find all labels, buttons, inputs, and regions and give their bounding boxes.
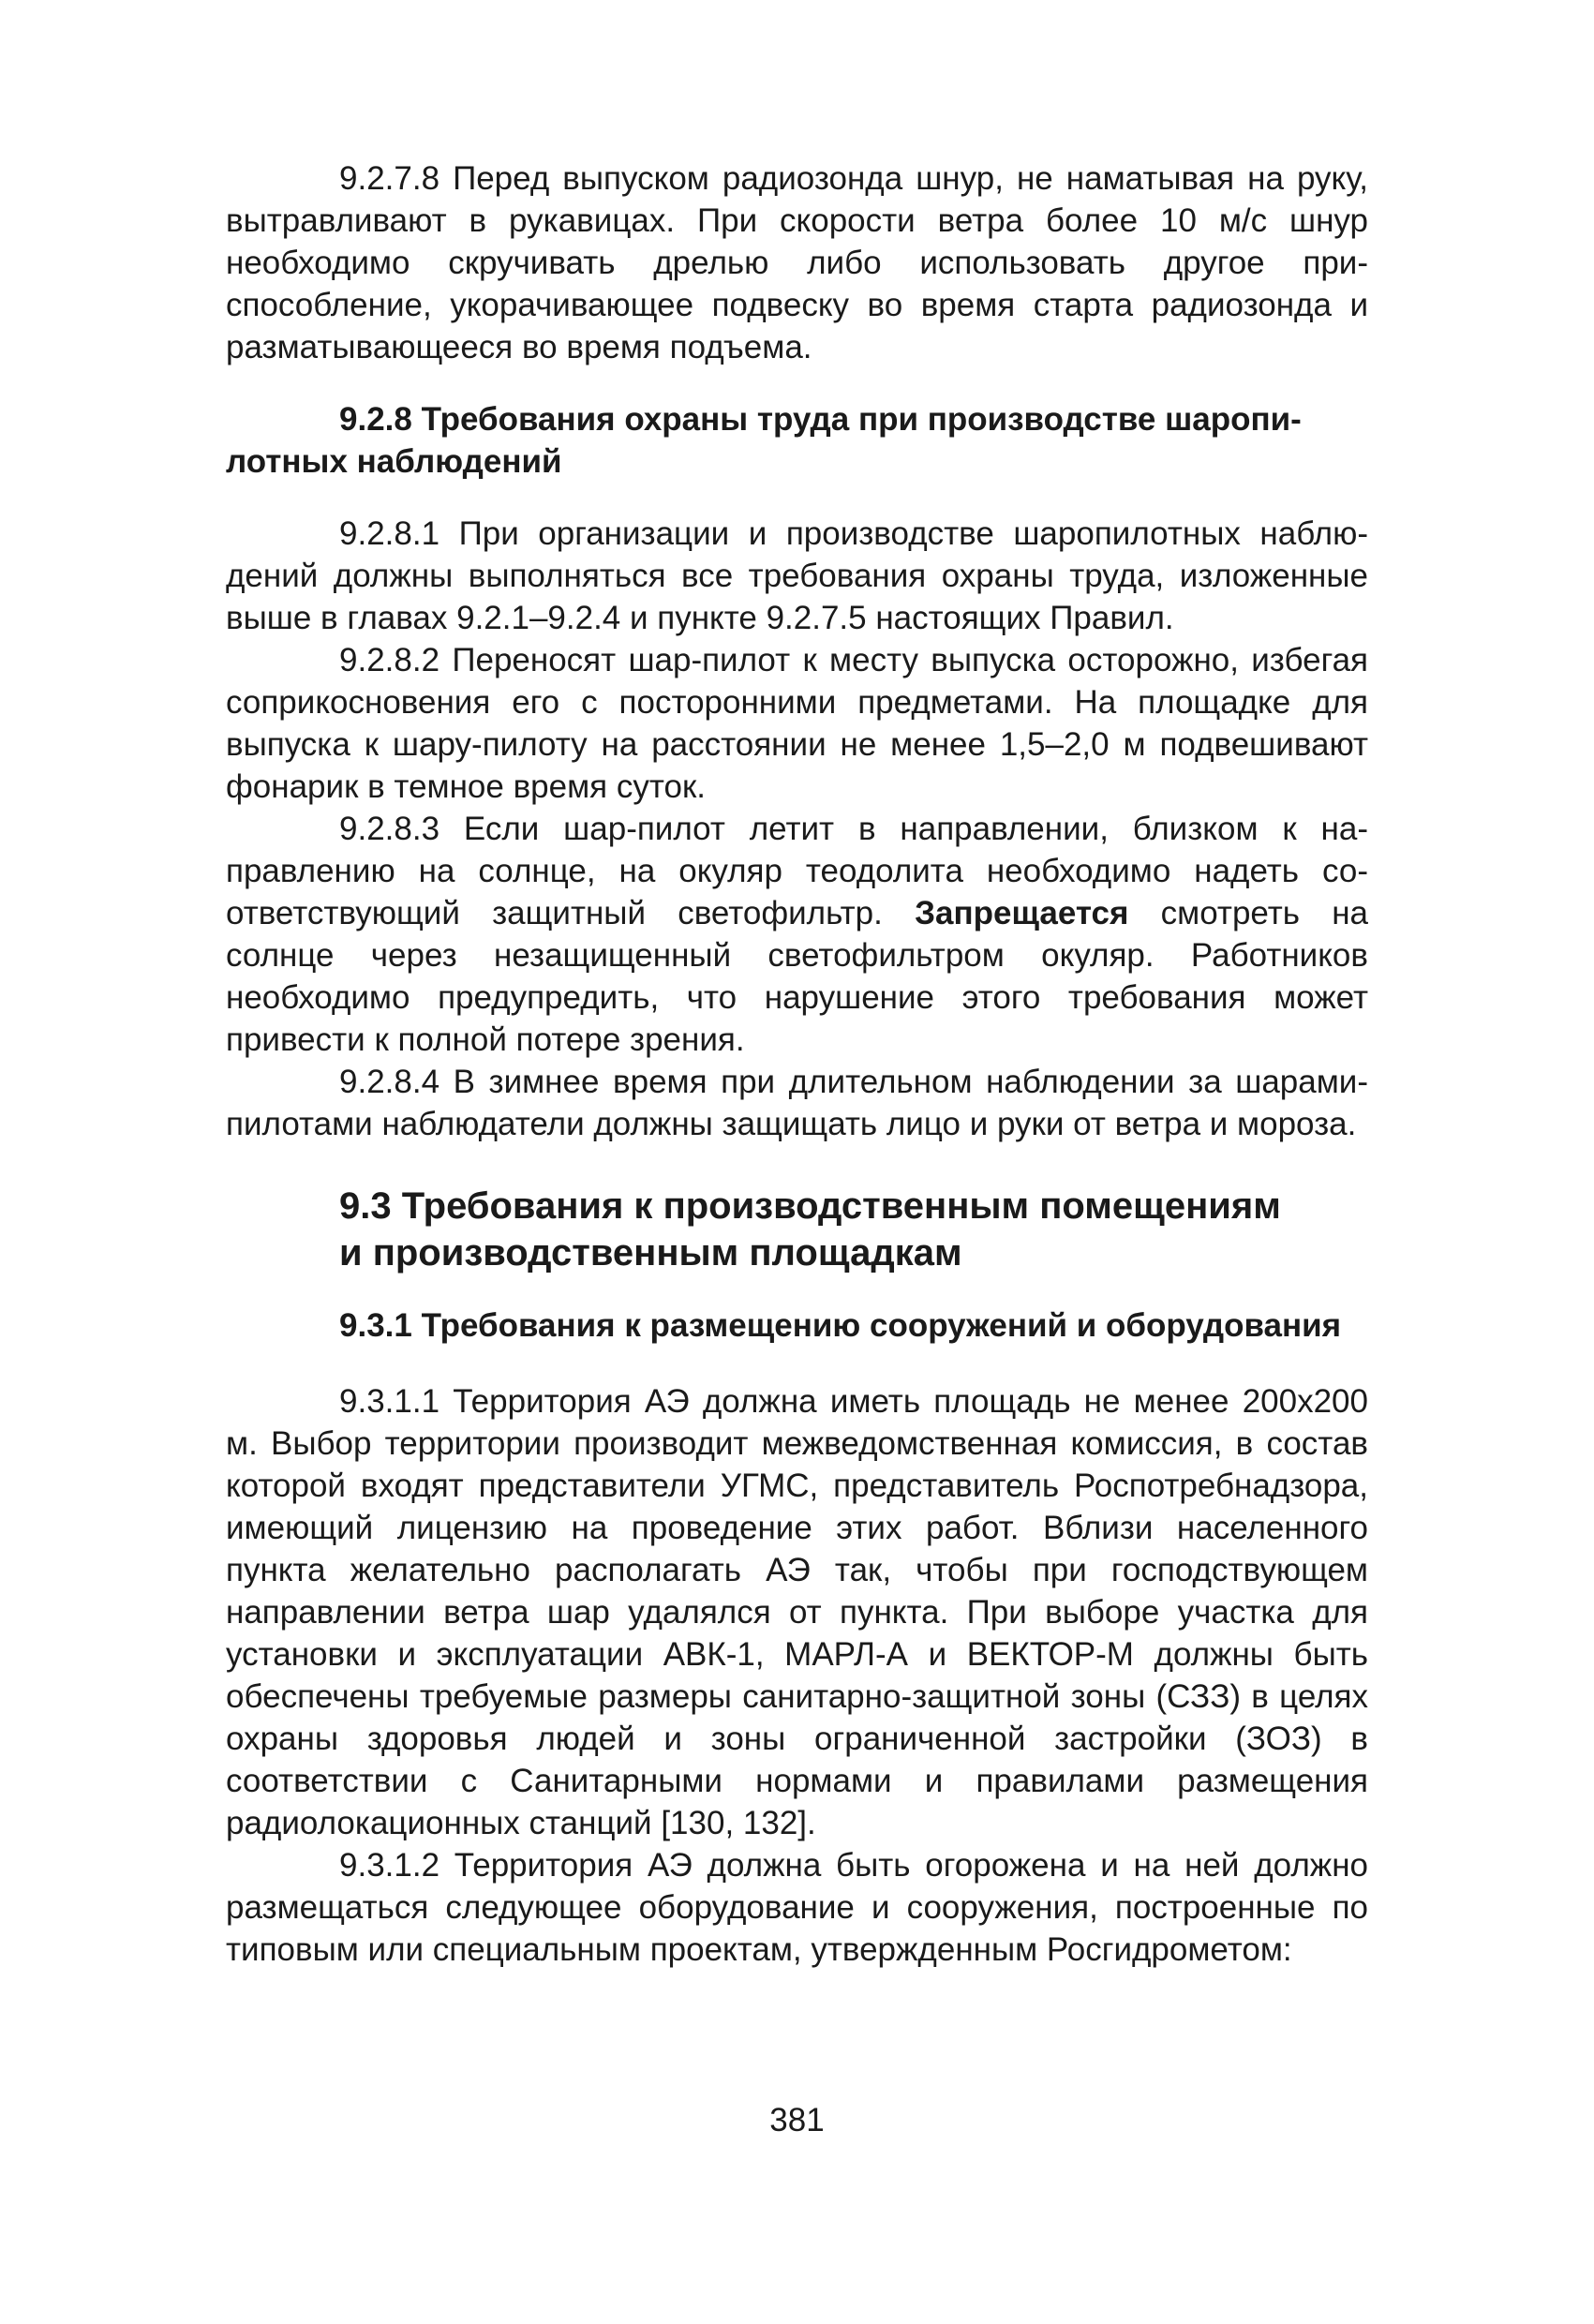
paragraph-9-3-1-2: 9.3.1.2 Территория АЭ должна быть огорожена и на ней должно размещаться следующее оборудование и сооружения, построенные по типовым или специальным проектам, утвержденным Росгидрометом: <box>226 1847 1368 1968</box>
prohibited-emphasis: Запрещается <box>915 895 1129 931</box>
paragraph-9-2-8-3-start: 9.2.8.3 Если шар-пилот летит в направлении, близком к направлению на солнце, на окуляр теодолита необходимо надеть соответствующий защитный светофильтр. <box>226 811 1368 931</box>
page-content <box>226 157 1368 1971</box>
paragraph-9-3-1-1: 9.3.1.1 Территория АЭ должна иметь площадь не менее 200х200 м. Выбор территории производит межведомственная комиссия, в состав которой входят представители УГМС, представитель Роспотребнадзора, имеющий лицензию на проведение этих работ. Вблизи населенного пункта желательно располагать АЭ так, чтобы при господствующем направлении ветра шар удалялся от пункта. При выборе участка для установки и эксплуатации АВК-1, МАРЛ-А и ВЕКТОР-М должны быть обеспечены требуемые размеры санитарно-защитной зоны (СЗЗ) в целях охраны здоровья людей и зоны ограниченной застройки (ЗОЗ) в соответствии с Санитарными нормами и правилами размещения радиолокационных станций [130, 132]. <box>226 1383 1368 1841</box>
section-heading-9-3 <box>226 1183 1368 1276</box>
paragraph-9-2-8-2: 9.2.8.2 Переносят шар-пилот к месту выпуска осторожно, избегая соприкосновения его с посторонними предметами. На площадке для выпуска к шару-пилоту на расстоянии не менее 1,5–2,0 м подвешивают фонарик в темное время суток. <box>226 642 1368 805</box>
paragraph-9-2-8-1: 9.2.8.1 При организации и производстве шаропилотных наблюдений должны выполняться все требования охраны труда, изложенные выше в главах 9.2.1–9.2.4 и пункте 9.2.7.5 настоящих Правил. <box>226 515 1368 636</box>
section-heading-9-3-line1: 9.3 Требования к производственным помещениям <box>339 1185 1281 1227</box>
heading-9-2-8: 9.2.8 Требования охраны труда при производстве шаропилотных наблюдений <box>226 401 1302 480</box>
page-number: 381 <box>769 2102 825 2138</box>
heading-9-3-1: 9.3.1 Требования к размещению сооружений и оборудования <box>339 1307 1342 1344</box>
paragraph-9-2-8-3 <box>226 808 1368 1061</box>
paragraph-9-2-8-4: 9.2.8.4 В зимнее время при длительном наблюдении за шарами-пилотами наблюдатели должны защищать лицо и руки от ветра и мороза. <box>226 1064 1368 1142</box>
section-heading-9-3-line2: и производственным площадкам <box>339 1232 962 1274</box>
paragraph-9-2-8-3-end: смотреть на солнце через незащищенный светофильтром окуляр. Работников необходимо предупредить, что нарушение этого требования может привести к полной потере зрения. <box>226 895 1368 1058</box>
paragraph-9-2-7-8: 9.2.7.8 Перед выпуском радиозонда шнур, не наматывая на руку, вытравливают в рукавицах. При скорости ветра более 10 м/с шнур необходимо скручивать дрелью либо использовать другое приспособление, укорачивающее подвеску во время старта радиозонда и разматывающееся во время подъема. <box>226 160 1368 365</box>
